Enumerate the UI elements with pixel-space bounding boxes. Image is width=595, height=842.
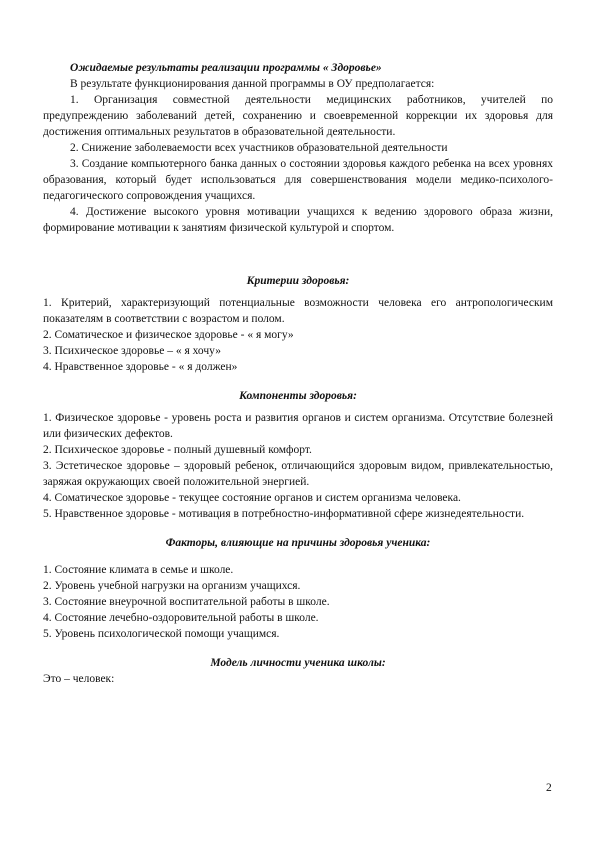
components-item-3: 3. Эстетическое здоровье – здоровый ребенок, отличающийся здоровым видом, привлекательностью, заряжая окружающих своей положительной энергией. [43, 460, 553, 488]
expected-item-2: 2. Снижение заболеваемости всех участников образовательной деятельности [70, 142, 448, 154]
components-item-5: 5. Нравственное здоровье - мотивация в потребностно-информативной сфере жизнедеятельности. [43, 508, 525, 520]
page-number: 2 [546, 782, 552, 794]
factors-item-5: 5. Уровень психологической помощи учащимся. [43, 628, 280, 640]
page-content [43, 60, 553, 687]
spacer [43, 522, 553, 535]
expected-results-intro: В результате функционирования данной программы в ОУ предполагается: [70, 78, 435, 90]
components-item-4: 4. Соматическое здоровье - текущее состояние органов и систем организма человека. [43, 492, 461, 504]
factors-heading: Факторы, влияющие на причины здоровья ученика: [165, 537, 431, 549]
spacer [43, 551, 553, 562]
factors-item-4: 4. Состояние лечебно-оздоровительной работы в школе. [43, 612, 319, 624]
components-item-2: 2. Психическое здоровье - полный душевный комфорт. [43, 444, 312, 456]
criteria-item-3: 3. Психическое здоровье – « я хочу» [43, 345, 221, 357]
expected-item-4: 4. Достижение высокого уровня мотивации учащихся к ведению здорового образа жизни, формирование мотивации к занятиям физической культурой и спортом. [43, 206, 553, 234]
factors-item-3: 3. Состояние внеурочной воспитательной работы в школе. [43, 596, 330, 608]
factors-item-2: 2. Уровень учебной нагрузки на организм учащихся. [43, 580, 301, 592]
components-item-1: 1. Физическое здоровье - уровень роста и развития органов и систем организма. Отсутствие болезней или физических дефектов. [43, 412, 553, 440]
factors-item-1: 1. Состояние климата в семье и школе. [43, 564, 234, 576]
criteria-item-2: 2. Соматическое и физическое здоровье - « я могу» [43, 329, 294, 341]
criteria-heading: Критерии здоровья: [246, 275, 350, 287]
spacer [43, 236, 553, 273]
criteria-item-1: 1. Критерий, характеризующий потенциальные возможности человека его антропологическим показателям в соответствии с возрастом и полом. [43, 297, 553, 325]
criteria-item-4: 4. Нравственное здоровье - « я должен» [43, 361, 238, 373]
components-heading: Компоненты здоровья: [239, 390, 357, 402]
spacer [43, 375, 553, 388]
model-text: Это – человек: [43, 673, 115, 685]
spacer [43, 642, 553, 655]
expected-item-3: 3. Создание компьютерного банка данных о состоянии здоровья каждого ребенка на всех уровнях образования, который будет использоваться для совершенствования модели медико-психолого-педагогического сопровождения учащихся. [43, 158, 553, 202]
expected-item-1: 1. Организация совместной деятельности медицинских работников, учителей по предупреждению заболеваний детей, сохранению и своевременной коррекции их здоровья для достижения оптимальных результатов в образовательной деятельности. [43, 94, 553, 138]
expected-results-heading: Ожидаемые результаты реализации программы « Здоровье» [70, 62, 382, 74]
model-heading: Модель личности ученика школы: [210, 657, 386, 669]
